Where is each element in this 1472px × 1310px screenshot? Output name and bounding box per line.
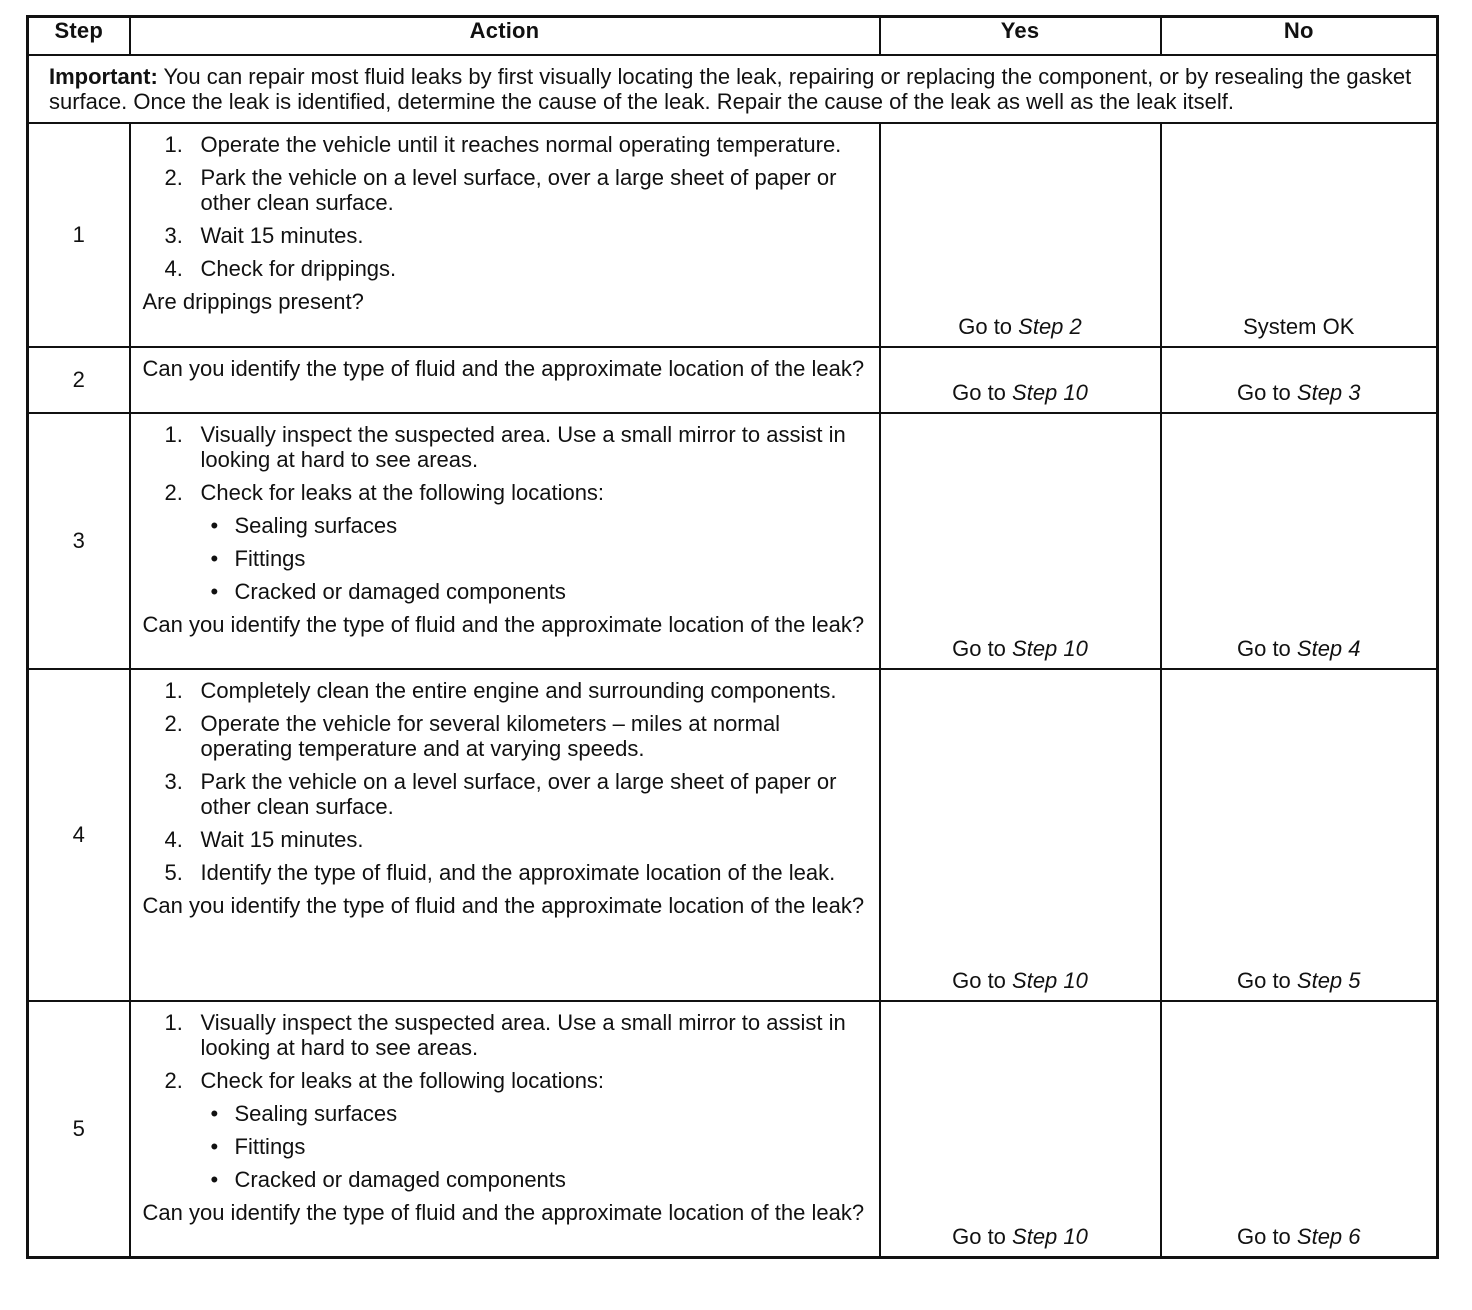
item-text: Operate the vehicle until it reaches normal operating temperature.: [200, 132, 842, 157]
yes-prefix: Go to: [952, 1223, 1013, 1249]
no-step-link: Step 4: [1296, 636, 1361, 661]
item-text: Check for drippings.: [200, 256, 397, 281]
item-number: 3.: [164, 223, 183, 248]
step-question: Can you identify the type of fluid and the approximate location of the leak?: [142, 612, 865, 637]
item-text: Visually inspect the suspected area. Use a small mirror to assist in looking at hard to see areas.: [200, 1010, 846, 1060]
no-text: System OK: [1243, 314, 1355, 339]
bullet-item: • Sealing surfaces: [143, 1101, 865, 1126]
step-number: 1: [28, 123, 130, 347]
bullet-item: • Sealing surfaces: [143, 513, 865, 538]
item-number: 2.: [164, 711, 183, 736]
no-result: [1161, 669, 1438, 1001]
yes-prefix: Go to: [952, 380, 1013, 405]
item-number: 4.: [164, 827, 183, 852]
item-number: 3.: [164, 769, 183, 794]
step-question: Can you identify the type of fluid and the approximate location of the leak?: [142, 893, 865, 918]
important-row: [28, 55, 1438, 123]
item-text: Check for leaks at the following locations:: [200, 480, 605, 505]
item-text: Park the vehicle on a level surface, over a large sheet of paper or other clean surface.: [200, 769, 837, 819]
item-text: Completely clean the entire engine and surrounding components.: [200, 678, 837, 703]
bullet-item: • Cracked or damaged components: [143, 579, 865, 604]
no-prefix: Go to: [1236, 968, 1297, 993]
header-action: Action: [130, 17, 880, 56]
no-step-link: Step 3: [1296, 380, 1361, 405]
yes-step-link: Step 10: [1012, 380, 1088, 405]
list-item: [143, 422, 865, 472]
step-question: Can you identify the type of fluid and the approximate location of the leak?: [142, 1200, 865, 1225]
list-item: [143, 711, 865, 761]
action-cell: [130, 1001, 880, 1257]
item-text: Check for leaks at the following locations:: [200, 1068, 605, 1093]
table-row: [28, 413, 1438, 669]
action-list: [143, 1010, 865, 1093]
table-row: [28, 1001, 1438, 1257]
yes-prefix: Go to: [952, 968, 1013, 993]
step-number: 3: [28, 413, 130, 669]
bullet-item: • Cracked or damaged components: [143, 1167, 865, 1192]
action-cell: [130, 347, 880, 413]
yes-result: [880, 1001, 1161, 1257]
item-number: 1.: [164, 1010, 183, 1035]
action-list: [143, 678, 865, 885]
item-number: 1.: [164, 678, 183, 703]
list-item: [143, 1068, 865, 1093]
bullet-item: • Fittings: [143, 1134, 865, 1159]
list-item: [143, 678, 865, 703]
item-number: 2.: [164, 480, 183, 505]
item-number: 4.: [164, 256, 183, 281]
yes-step-link: Step 2: [1018, 314, 1082, 339]
item-text: Visually inspect the suspected area. Use a small mirror to assist in looking at hard to see areas.: [200, 422, 846, 472]
action-cell: [130, 669, 880, 1001]
action-list: [143, 422, 865, 505]
list-item: [143, 132, 865, 157]
header-yes: Yes: [880, 17, 1161, 56]
list-item: [143, 256, 865, 281]
no-prefix: Go to: [1236, 1223, 1297, 1249]
no-result: [1161, 1001, 1438, 1257]
no-step-link: Step 5: [1296, 968, 1361, 993]
important-note: [28, 55, 1438, 123]
important-text: You can repair most fluid leaks by first visually locating the leak, repairing or replacing the component, or by resealing the gasket surface. Once the leak is identified, determine the cause of the leak. Repair the cause of the leak as well as the leak itself.: [49, 64, 1412, 114]
step-number: 2: [28, 347, 130, 413]
diagnostic-table-page: [26, 15, 1436, 1259]
item-number: 2.: [164, 165, 183, 190]
no-prefix: Go to: [1236, 380, 1297, 405]
step-question: Are drippings present?: [142, 289, 364, 314]
list-item: [143, 1010, 865, 1060]
no-result: [1161, 123, 1438, 347]
item-number: 2.: [164, 1068, 183, 1093]
item-text: Wait 15 minutes.: [200, 223, 364, 248]
action-cell: [130, 413, 880, 669]
bullet-item: • Fittings: [143, 546, 865, 571]
step-number: 4: [28, 669, 130, 1001]
yes-result: [880, 413, 1161, 669]
yes-prefix: Go to: [958, 314, 1019, 339]
no-result: [1161, 413, 1438, 669]
no-result: [1161, 347, 1438, 413]
item-number: 5.: [164, 860, 183, 885]
yes-prefix: Go to: [952, 636, 1013, 661]
header-no: No: [1161, 17, 1438, 56]
list-item: [143, 827, 865, 852]
important-label: Important:: [49, 64, 158, 89]
table-row: [28, 347, 1438, 413]
item-number: 1.: [164, 422, 183, 447]
item-text: Park the vehicle on a level surface, over a large sheet of paper or other clean surface.: [200, 165, 837, 215]
diagnostic-table: [26, 15, 1439, 1259]
step-question: Can you identify the type of fluid and the approximate location of the leak?: [142, 356, 865, 381]
no-prefix: Go to: [1236, 636, 1297, 661]
item-text: Identify the type of fluid, and the approximate location of the leak.: [200, 860, 836, 885]
header-row: [28, 17, 1438, 56]
list-item: [143, 860, 865, 885]
bullet-list: [143, 1101, 865, 1192]
yes-step-link: Step 10: [1012, 1223, 1088, 1249]
yes-result: [880, 347, 1161, 413]
yes-result: [880, 669, 1161, 1001]
bullet-list: [143, 513, 865, 604]
no-step-link: Step 6: [1296, 1223, 1361, 1249]
item-text: Operate the vehicle for several kilometers – miles at normal operating temperature and at varying speeds.: [200, 711, 781, 761]
yes-result: [880, 123, 1161, 347]
list-item: [143, 165, 865, 215]
item-number: 1.: [164, 132, 183, 157]
table-row: [28, 669, 1438, 1001]
header-step: Step: [28, 17, 130, 56]
action-cell: [130, 123, 880, 347]
step-number: 5: [28, 1001, 130, 1257]
table-row: [28, 123, 1438, 347]
yes-step-link: Step 10: [1012, 968, 1088, 993]
list-item: [143, 769, 865, 819]
list-item: [143, 480, 865, 505]
list-item: [143, 223, 865, 248]
yes-step-link: Step 10: [1012, 636, 1088, 661]
action-list: [143, 132, 865, 281]
item-text: Wait 15 minutes.: [200, 827, 364, 852]
